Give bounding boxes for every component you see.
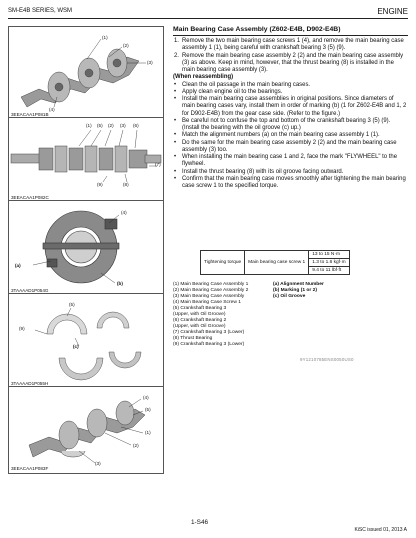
step-1-number: 1. (174, 38, 179, 44)
figure-2-label-9: (9) (97, 182, 103, 187)
figure-1-label-2: (2) (123, 43, 129, 48)
bullet-1-text: Clean the oil passage in the main bearing cases. (182, 81, 311, 88)
legend-mark: (c) Oil Groove (273, 294, 306, 299)
section-divider (173, 35, 408, 36)
legend-part: (2) Main Bearing Case Assembly 2 (173, 288, 249, 293)
bullet-9-text: Confirm that the main bearing case moves smoothly after tightening the main bearing case screw 1 to the specified torque. (182, 175, 406, 189)
bullet-3-text: Install the main bearing case assemblies in original positions. Since diameters of main bearing cases vary, install them in order of marking (b) (1 for Z602-E4B and 1, 2 for D902-E4B) from the gear case side. (Refer to the figure.) (182, 96, 407, 117)
legend-part: (5) Crankshaft Bearing 3 (173, 306, 227, 311)
legend-mark: (a) Alignment Number (273, 282, 324, 287)
bullet-7-text: When installing the main bearing case 1 and 2, face the mark "FLYWHEEL" to the flywheel. (182, 154, 397, 168)
figure-1 (8, 26, 164, 120)
bullet-4 (173, 118, 408, 133)
legend-row (173, 342, 324, 348)
header-divider (8, 18, 408, 19)
legend-part: (Upper, with Oil Groove) (173, 312, 226, 317)
step-2 (173, 53, 408, 75)
figure-2-label-2: (2) (108, 123, 114, 128)
bullet-5 (173, 132, 408, 139)
figure-2-label-7: (7) (155, 162, 161, 167)
figure-4-drawing (9, 294, 163, 388)
figure-1-drawing (9, 27, 163, 119)
figure-5-label-3: (3) (95, 461, 101, 466)
legend-part: (1) Main Bearing Case Assembly 1 (173, 282, 249, 287)
step-2-number: 2. (174, 52, 179, 59)
step-1 (173, 38, 408, 53)
figure-1-label-3: (3) (147, 60, 153, 65)
torque-value-lbfft: 9.4 to 11 lbf·ft (309, 267, 349, 275)
bullet-4-mark: • (174, 117, 177, 124)
figure-2-label-6: (6) (133, 123, 139, 128)
figure-5-label-4: (4) (143, 395, 149, 400)
bullet-8-text: Install the thrust bearing (8) with its oil groove facing outward. (182, 168, 344, 175)
header-section: ENGINE (377, 7, 408, 16)
figure-2-label-3: (3) (120, 123, 126, 128)
legend-mark: (b) Marking (1 or 2) (273, 288, 318, 293)
figure-5-label-1: (1) (145, 430, 151, 435)
step-2-text: Remove the main bearing case assembly 2 (2) and the main bearing case assembly (3) as above. Keep in mind, however, that the thrust bearing (8) is installed in the main bearing case assembly (3). (182, 52, 404, 73)
figure-2-caption: 3EEACAA1P082C (11, 195, 49, 200)
figure-4-caption: 3TAAAAD1P055H (11, 381, 49, 386)
figure-3-label-4: (4) (121, 210, 127, 215)
bullet-5-text: Match the alignment numbers (a) on the main bearing case assembly 1 (1). (182, 132, 380, 139)
legend-part: (3) Main Bearing Case Assembly (173, 294, 245, 299)
bullet-8-mark: • (174, 168, 177, 175)
legend-part: (8) Thrust Bearing (173, 336, 213, 341)
torque-item: Main bearing case screw 1 (245, 251, 309, 275)
figure-4-label-9: (9) (19, 326, 25, 331)
reassembling-heading: (When reassembling) (173, 74, 234, 81)
procedure-body (173, 38, 408, 190)
figure-2-label-1: (1) (86, 123, 92, 128)
figure-5 (8, 386, 164, 474)
figure-2-label-8: (8) (123, 182, 129, 187)
torque-value-nm: 13 to 15 N·m (309, 251, 349, 259)
header-series: SM-E4B SERIES, WSM (8, 8, 73, 14)
figure-3-caption: 3TAAAAD1P054G (11, 288, 49, 293)
legend-part: (7) Crankshaft Bearing 3 (Lower) (173, 330, 245, 335)
figure-4-label-5: (5) (69, 302, 75, 307)
bullet-9 (173, 176, 408, 191)
bullet-4-text: Be careful not to confuse the top and bottom of the crankshaft bearing 3 (5) (9). (Install the bearing with the oil groove (c) up.) (182, 117, 391, 131)
legend-part: (Upper, with Oil Groove) (173, 324, 226, 329)
bullet-8 (173, 169, 408, 176)
bullet-3 (173, 96, 408, 118)
figure-3-label-a: (a) (15, 263, 21, 268)
figure-2 (8, 117, 164, 203)
page-number: 1-S46 (191, 519, 209, 526)
figure-2-label-5: (5) (97, 123, 103, 128)
torque-value-kgfm: 1.3 to 1.6 kgf·m (309, 259, 349, 267)
bullet-9-mark: • (174, 175, 177, 182)
figure-4 (8, 293, 164, 389)
bullet-6 (173, 140, 408, 155)
bullet-7-mark: • (174, 154, 177, 160)
figure-5-label-5: (5) (145, 407, 151, 412)
figure-1-caption: 3EEACAA1P081B (11, 112, 49, 117)
figure-1-label-4: (4) (49, 107, 55, 112)
legend-part: (6) Crankshaft Bearing 2 (173, 318, 227, 323)
bullet-3-mark: • (174, 96, 177, 102)
bullet-2 (173, 89, 408, 96)
issue-footer: KiSC issued 01, 2013 A (354, 527, 407, 533)
bullet-6-mark: • (174, 139, 177, 146)
torque-label: Tightening torque (201, 251, 245, 275)
bullet-1 (173, 82, 408, 89)
bullet-5-mark: • (174, 132, 177, 139)
figure-3 (8, 200, 164, 296)
figure-4-label-c: (c) (73, 344, 79, 349)
figure-1-label-1: (1) (102, 35, 108, 40)
bullet-2-mark: • (174, 88, 177, 95)
figure-5-caption: 3EEACAA1P083F (11, 466, 49, 471)
step-1-text: Remove the two main bearing case screws 1 (4), and remove the main bearing case assembly 1 (1), being careful with crankshaft bearing 3 (5) (9). (182, 38, 404, 52)
bullet-7 (173, 154, 408, 169)
torque-table (200, 250, 350, 275)
figure-5-label-2: (2) (133, 443, 139, 448)
legend-part: (9) Crankshaft Bearing 3 (Lower) (173, 342, 245, 347)
bullet-2-text: Apply clean engine oil to the bearings. (182, 88, 283, 95)
figure-5-drawing (9, 387, 163, 473)
figure-3-label-b: (b) (117, 281, 123, 286)
bullet-1-mark: • (174, 81, 177, 88)
figure-2-drawing (9, 118, 163, 202)
legend-part: (4) Main Bearing Case Screw 1 (173, 300, 241, 305)
bullet-6-text: Do the same for the main bearing case assembly 2 (2) and the main bearing case assembly (3) too. (182, 139, 397, 153)
document-serial: 9Y1210785ENS0050US0 (300, 357, 354, 362)
figure-3-drawing (9, 201, 163, 295)
parts-legend (173, 282, 324, 348)
section-title: Main Bearing Case Assembly (Z602-E4B, D902-E4B) (173, 26, 341, 33)
